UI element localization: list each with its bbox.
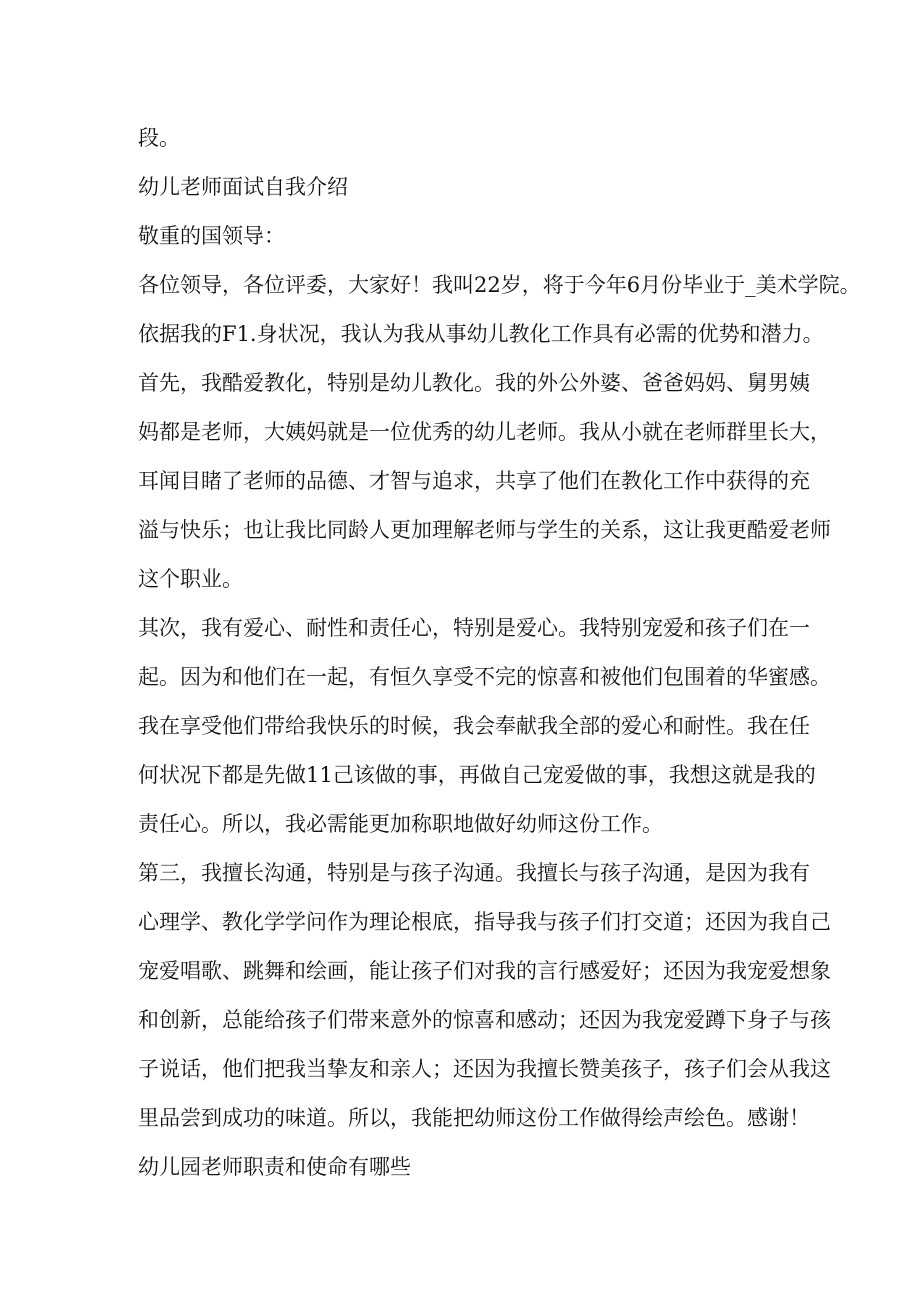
text-line: 其次，我有爱心、耐性和责任心，特别是爱心。我特别宠爱和孩子们在一 [138,616,810,640]
text-line: 心理学、教化学学问作为理论根底，指导我与孩子们打交道；还因为我自己 [138,910,831,934]
text-line: 里品尝到成功的味道。所以，我能把幼师这份工作做得绘声绘色。感谢！ [138,1106,810,1130]
text-line: 溢与快乐；也让我比同龄人更加理解老师与学生的关系，这让我更酷爱老师 [138,518,831,542]
text-line: 第三，我擅长沟通，特别是与孩子沟通。我擅长与孩子沟通，是因为我有 [138,861,810,885]
text-line: 首先，我酷爱教化，特别是幼儿教化。我的外公外婆、爸爸妈妈、舅男姨 [138,371,810,395]
text-line: 这个职业。 [138,567,243,591]
text-line: 依据我的F1.身状况，我认为我从事幼儿教化工作具有必需的优势和潜力。 [138,322,824,346]
text-line: 宠爱唱歌、跳舞和绘画，能让孩子们对我的言行感爱好；还因为我宠爱想象 [138,959,831,983]
text-line: 何状况下都是先做11己该做的事，再做自己宠爱做的事，我想这就是我的 [138,763,816,787]
text-line: 耳闻目睹了老师的品德、才智与追求，共享了他们在教化工作中获得的充 [138,469,810,493]
section-heading: 幼儿老师面试自我介绍 [138,175,348,199]
text-line: 和创新，总能给孩子们带来意外的惊喜和感动；还因为我宠爱蹲下身子与孩 [138,1008,831,1032]
text-line: 起。因为和他们在一起，有恒久享受不完的惊喜和被他们包围着的华蜜感。 [138,665,831,689]
text-line: 妈都是老师，大姨妈就是一位优秀的幼儿老师。我从小就在老师群里长大， [138,420,831,444]
text-line: 子说话，他们把我当挚友和亲人；还因为我擅长赞美孩子，孩子们会从我这 [138,1057,831,1081]
salutation: 敬重的国领导： [138,224,285,248]
paragraph-fragment: 段。 [138,126,180,150]
text-line: 我在享受他们带给我快乐的时候，我会奉献我全部的爱心和耐性。我在任 [138,714,810,738]
section-heading: 幼儿园老师职责和使命有哪些 [138,1155,411,1179]
text-line: 各位领导，各位评委，大家好！我叫22岁，将于今年6月份毕业于_美术学院。 [138,273,861,297]
text-line: 责任心。所以，我必需能更加称职地做好幼师这份工作。 [138,812,663,836]
